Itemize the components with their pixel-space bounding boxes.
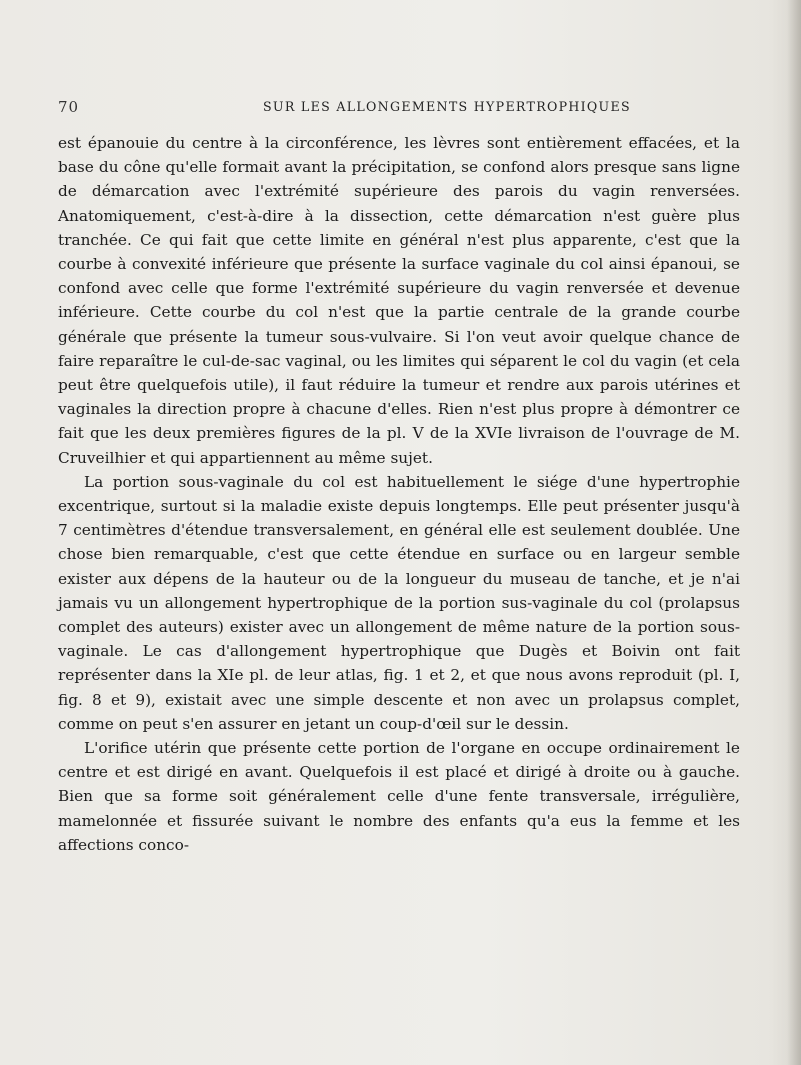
page-number: 70 (58, 98, 80, 116)
paragraph-3: L'orifice utérin que présente cette portion de l'organe en occupe ordinairement le centre et est dirigé en avant. Quelquefois il est placé et dirigé à droite ou à gauche. Bien que sa forme soit généralement celle d'une fente transversale, irrégulière, mamelonnée et fissurée suivant le nombre des enfants qu'a eus la femme et les affections conco- (58, 739, 740, 854)
paragraph-1: est épanouie du centre à la circonférence, les lèvres sont entièrement effacées, et la base du cône qu'elle formait avant la précipitation, se confond alors presque sans ligne de démarcation avec l'extrémité supérieure des parois du vagin renversées. Anatomiquement, c'est-à-dire à la dissection, cette démarcation n'est guère plus tranchée. Ce qui fait que cette limite en général n'est plus apparente, c'est que la courbe à convexité inférieure que présente la surface vaginale du col ainsi épanoui, se confond avec celle que forme l'extrémité supérieure du vagin renversée et devenue inférieure. Cette courbe du col n'est que la partie centrale de la grande courbe générale que présente la tumeur sous-vulvaire. Si l'on veut avoir quelque chance de faire reparaître le cul-de-sac vaginal, ou les limites qui séparent le col du vagin (et cela peut être quelquefois utile), il faut réduire la tumeur et rendre aux parois utérines et vaginales la direction propre à chacune d'elles. Rien n'est plus propre à démontrer ce fait que les deux premières figures de la pl. V de la XVIe livraison de l'ouvrage de M. Cruveilhier et qui appartiennent au même sujet. (58, 134, 740, 467)
paragraph-2: La portion sous-vaginale du col est habituellement le siége d'une hypertrophie excentrique, surtout si la maladie existe depuis longtemps. Elle peut présenter jusqu'à 7 centimètres d'étendue transversalement, en général elle est seulement doublée. Une chose bien remarquable, c'est que cette étendue en surface ou en largeur semble exister aux dépens de la hauteur ou de la longueur du museau de tanche, et je n'ai jamais vu un allongement hypertrophique de la portion sus-vaginale du col (prolapsus complet des auteurs) exister avec un allongement de même nature de la portion sous-vaginale. Le cas d'allongement hypertrophique que Dugès et Boivin ont fait représenter dans la XIe pl. de leur atlas, fig. 1 et 2, et que nous avons reproduit (pl. I, fig. 8 et 9), existait avec une simple descente et non avec un prolapsus complet, comme on peut s'en assurer en jetant un coup-d'œil sur le dessin. (58, 472, 740, 733)
page-edge-shadow (787, 0, 801, 1065)
running-title: SUR LES ALLONGEMENTS HYPERTROPHIQUES (263, 99, 631, 114)
body-text (58, 131, 740, 857)
page-header (58, 98, 738, 120)
